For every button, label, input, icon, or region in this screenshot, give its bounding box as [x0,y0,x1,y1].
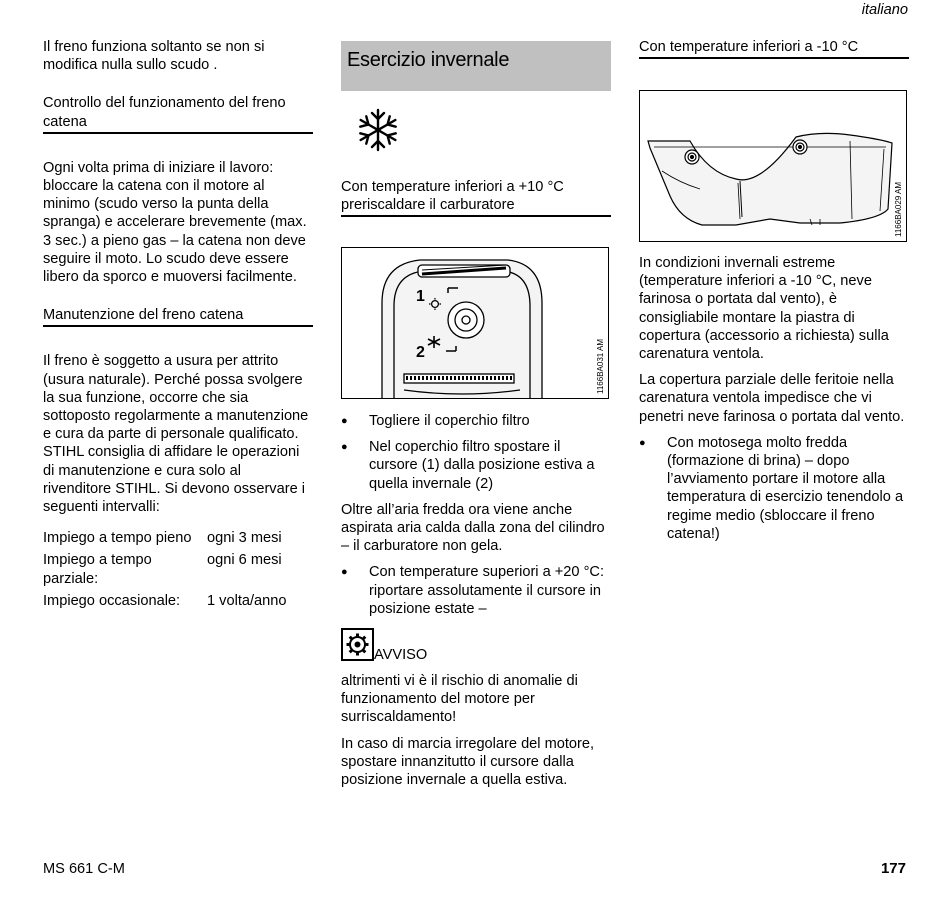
figure-label-winter: 2 [416,344,425,361]
list-item-text-part: : riportare assolutamente il cursore in posizione estate – [369,564,605,617]
irregular-running-text: In caso di marcia irregolare del motore, spostare innanzitutto il cursore dalla posizione invernale a quella estiva. [341,735,595,789]
list-item-text [369,563,611,618]
extreme-winter-text: In condizioni invernali estreme (temperature inferiori a -10 °C, neve farinosa o portata dal vento), è consigliabile montare la piastra di copertura (accessorio a richiesta) sulla carenatura ventola. [639,255,889,363]
heading-brake-maintenance-text: Manutenzione del freno catena [43,307,244,324]
interval-row [43,592,313,610]
list-item-text: Togliere il coperchio filtro [369,413,530,429]
interval-row [43,529,313,547]
list-item-text: Nel coperchio filtro spostare il cursore (1) dalla posizione estiva a quella invernale (2) [369,439,595,492]
bullet-icon: ● [639,436,646,449]
snowflake-icon [355,107,401,153]
cover-plate-figure [639,90,907,242]
list-item [341,438,611,493]
heading-carburetor-text: Con temperature inferiori a +10 °C preriscaldare il carburatore [341,179,564,214]
figure-code: 1166BA029 AM [894,181,903,237]
heading-below-minus-10-text: Con temperature inferiori a -10 °C [639,39,859,55]
figure-code: 1166BA031 AM [596,338,605,394]
brake-maintenance-text: Il freno è soggetto a usura per attrito (usura naturale). Perché possa svolgere la sua funzione, occorre che sia sottoposto regolarmente a manutenzione e cura da parte di personale qualificato. STIHL consiglia di affidare le operazioni di manutenzione e cura solo al rivenditore STIHL. Si devono osservare i seguenti intervalli: [43,353,309,516]
bullet-icon: ● [341,415,348,427]
interval-usage: Impiego a tempo parziale: [43,552,152,587]
maintenance-intervals-table [43,529,313,610]
column-2-text [341,412,611,618]
bullet-icon: ● [341,566,348,579]
partial-cover-text: La copertura parziale delle feritoie nella carenatura ventola impedisce che vi penetri neve farinosa o portata dal vento. [639,372,905,425]
notice-label: AVVISO [374,647,428,663]
list-item [639,434,911,543]
section-banner [341,41,611,91]
interval-row [43,551,313,587]
heading-carburetor [341,178,611,217]
interval-usage: Impiego occasionale: [43,592,181,609]
brake-check-text: Ogni volta prima di iniziare il lavoro: bloccare la catena con il motore al minimo (scudo verso la punta della spranga) e accelerare brevemente (max. 3 sec.) a pieno gas – la catena non deve seguire il moto. Lo scudo deve essere libero da sporco e muoversi facilmente. [43,159,307,286]
section-banner-title: Esercizio invernale [347,49,510,71]
list-item-text-part: Con temperature [369,564,483,581]
column-3-text [639,254,911,543]
list-item [341,412,611,430]
interval-value: ogni 6 mesi [207,552,282,569]
heading-brake-maintenance [43,306,313,327]
figure-label-summer: 1 [416,288,425,305]
bullet-icon: ● [341,441,348,454]
heading-brake-check [43,94,313,133]
heading-brake-check-text: Controllo del funzionamento del freno catena [43,95,286,130]
cover-plate-illustration [640,91,906,241]
filter-cover-figure [341,247,609,399]
overheat-warning-text: altrimenti vi è il rischio di anomalie di funzionamento del motore per surriscaldamento! [341,673,578,726]
list-item-text: Con motosega molto fredda (formazione di brina) – dopo l’avviamento portare il motore alla temperatura di esercizio tenendolo a regime medio (sbloccare il freno catena!) [667,434,904,542]
column-1 [43,38,313,610]
interval-usage: Impiego a tempo pieno [43,530,192,547]
page-number: 177 [880,860,906,877]
warm-air-text: Oltre all’aria fredda ora viene anche aspirata aria calda dalla zona del cilindro – il carburatore non gela. [341,501,605,555]
interval-value: 1 volta/anno [207,592,287,609]
interval-value: ogni 3 mesi [207,530,282,547]
filter-cover-illustration [342,248,608,398]
heading-below-minus-10 [639,38,909,59]
notice-gear-icon [341,628,374,661]
language-label: italiano [861,2,908,18]
brake-intro-text: Il freno funziona soltanto se non si modifica nulla sullo scudo . [43,39,265,74]
list-item-text-bold: superiori a +20 °C [482,564,600,581]
list-item [341,563,611,618]
footer-model: MS 661 C-M [43,861,125,877]
column-2-notice-text [341,672,611,789]
